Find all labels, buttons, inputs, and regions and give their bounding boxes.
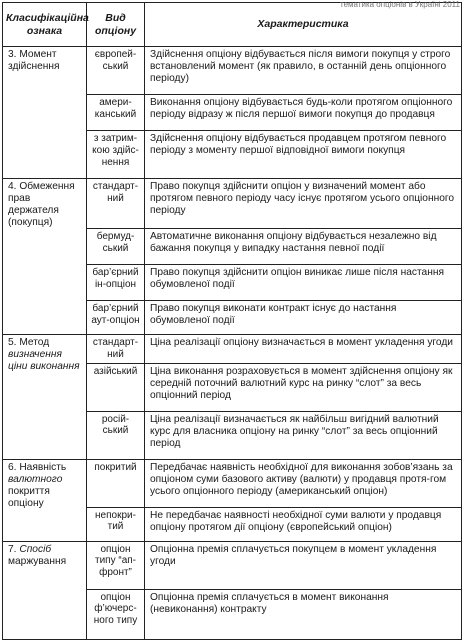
description-cell: Опціонна премія сплачується в момент виконання (невиконання) контракту [145, 589, 462, 639]
type-cell: стандарт-ний [87, 335, 145, 364]
feature-number: 6. Наявність [8, 461, 67, 473]
feature-italic: валютного [8, 473, 63, 485]
table-row [3, 541, 462, 589]
type-cell: амери-канський [87, 95, 145, 131]
type-cell: європей-ський [87, 47, 145, 95]
top-edge-fragment: тематика опціонів в Україні 2011 [340, 0, 460, 9]
type-cell: опціон ф’ючерс-ного типу [87, 589, 145, 639]
description-cell: Ціна реалізації опціону визначається в момент укладення угоди [145, 335, 462, 364]
type-cell: росій-ський [87, 411, 145, 459]
description-cell: Автоматичне виконання опціону відбувається незалежно від бажання покупця у випадку настання певної події [145, 229, 462, 265]
options-classification-table [2, 2, 462, 640]
description-cell: Право покупця здійснити опціон у визначений момент або протягом певного періоду часу існує протягом усього опціонного періоду [145, 179, 462, 229]
description-cell: Право покупця виконати контракт існує до настання обумовленої події [145, 301, 462, 335]
type-cell: покритий [87, 459, 145, 507]
description-cell: Передбачає наявність необхідної для виконання зобов’язань за опціоном суми базового активу (валюти) у продавця протя-гом усього опціонного періоду (американський опціон) [145, 459, 462, 507]
type-cell: бермуд-ський [87, 229, 145, 265]
feature-cell: 4. Обмеження прав держателя (покупця) [3, 179, 87, 335]
feature-italic: Спосіб [19, 543, 52, 555]
description-cell: Здійснення опціону відбувається продавцем протягом певного періоду з моменту першої відповідної вимоги покупця [145, 131, 462, 179]
feature-number: 5. Метод [8, 337, 50, 348]
description-cell: Виконання опціону відбувається будь-коли протягом опціонного періоду відразу ж після першої вимоги покупця до продавця [145, 95, 462, 131]
feature-rest: покриття опціону [8, 485, 50, 509]
description-cell: Не передбачає наявності необхідної суми валюти у продавця опціону протягом дії опціону (європейський опціон) [145, 507, 462, 541]
feature-rest: маржування [8, 555, 67, 567]
header-type: Вид опціону [87, 3, 145, 47]
type-cell: з затрим-кою здійс-нення [87, 131, 145, 179]
feature-cell [3, 541, 87, 639]
feature-cell: 3. Момент здійснення [3, 47, 87, 179]
type-cell: бар’єрний ін-опціон [87, 265, 145, 301]
type-cell: непокри-тий [87, 507, 145, 541]
table-row [3, 179, 462, 229]
table-row [3, 47, 462, 95]
description-cell: Ціна виконання розраховується в момент здійснення опціону як середній поточний валютний курс на ринку “слот” за весь опціонний період [145, 363, 462, 411]
feature-cell [3, 459, 87, 541]
table-row [3, 335, 462, 364]
header-row [3, 3, 462, 47]
description-cell: Опціонна премія сплачується покупцем в момент укладення угоди [145, 541, 462, 589]
type-cell: азійський [87, 363, 145, 411]
feature-italic: визначення ціни виконання [8, 349, 80, 373]
description-cell: Право покупця здійснити опціон виникає лише після настання обумовленої події [145, 265, 462, 301]
description-cell: Ціна реалізації визначається як найбільш вигідний валютний курс для власника опціону на ринку “слот” за весь опціонний період [145, 411, 462, 459]
type-cell: бар’єрний аут-опціон [87, 301, 145, 335]
feature-cell [3, 335, 87, 460]
feature-number: 7. [8, 543, 17, 555]
header-feature: Класифікаційна ознака [3, 3, 87, 47]
header-characteristic: Характеристика [145, 3, 462, 47]
description-cell: Здійснення опціону відбувається після вимоги покупця у строго встановлений момент (як правило, в останній день опціонного періоду) [145, 47, 462, 95]
type-cell: стандарт-ний [87, 179, 145, 229]
table-row [3, 459, 462, 507]
type-cell: опціон типу “ап-фронт” [87, 541, 145, 589]
